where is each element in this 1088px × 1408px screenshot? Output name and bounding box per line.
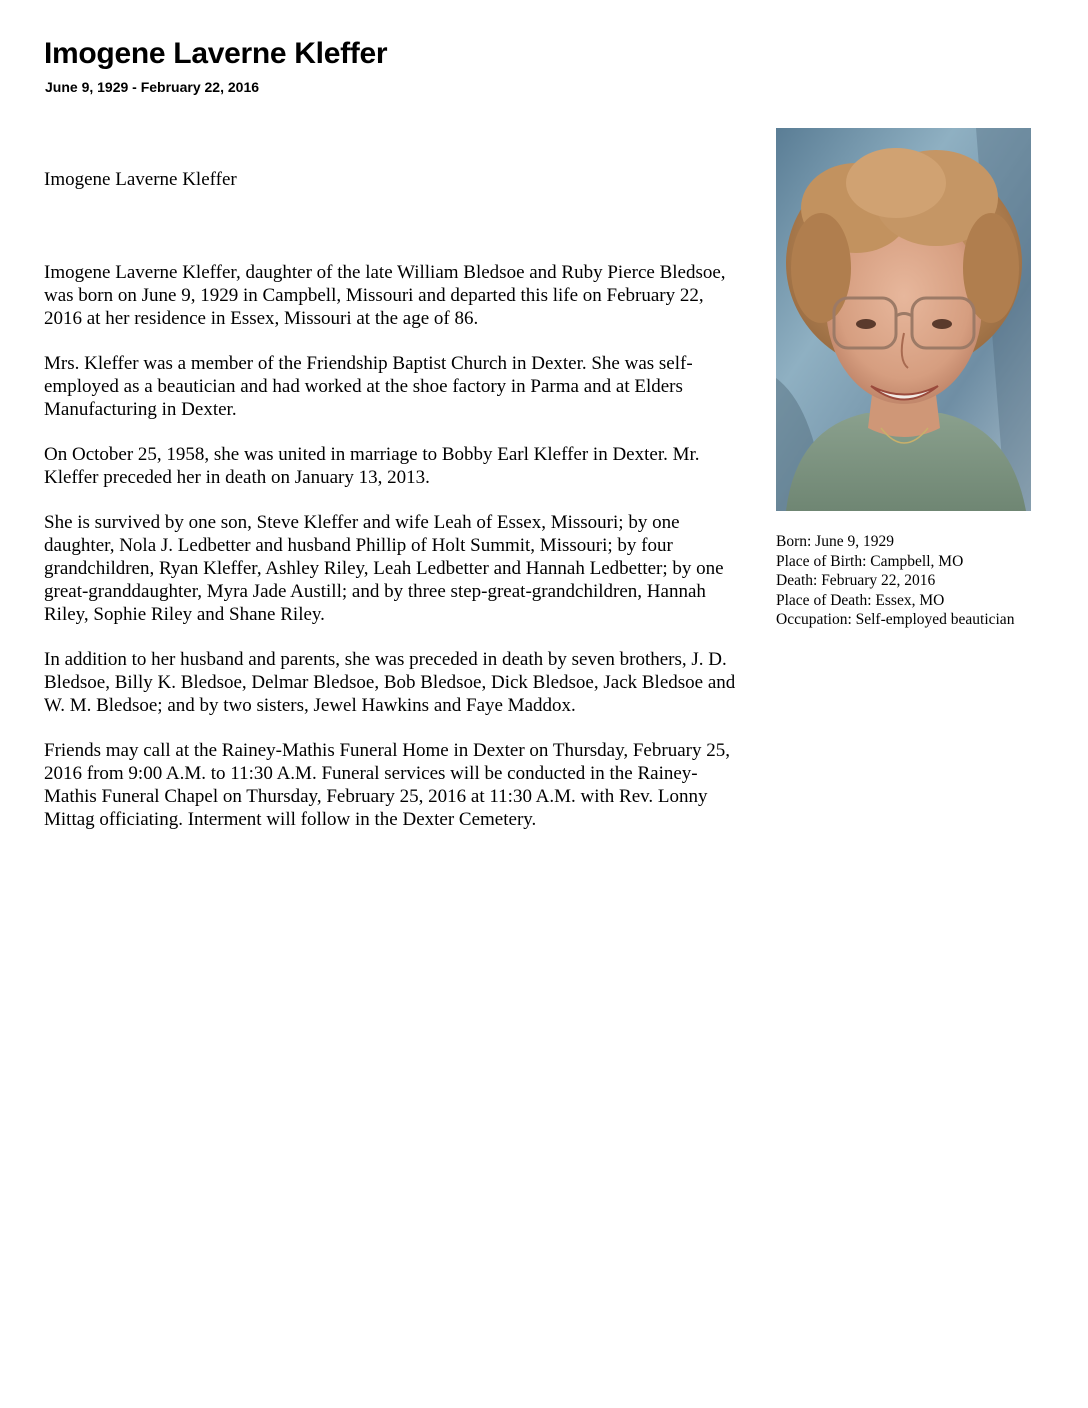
vital-facts: [776, 532, 1031, 630]
obituary-body: [44, 168, 744, 853]
fact-place-of-birth: Place of Birth: Campbell, MO: [776, 552, 964, 570]
obituary-paragraph: On October 25, 1958, she was united in marriage to Bobby Earl Kleffer in Dexter. Mr. Kleffer preceded her in death on January 13, 2013.: [44, 444, 700, 488]
fact-born: Born: June 9, 1929: [776, 533, 894, 550]
obituary-paragraph: Mrs. Kleffer was a member of the Friendship Baptist Church in Dexter. She was self-employed as a beautician and had worked at the shoe factory in Parma and at Elders Manufacturing in Dexter.: [44, 353, 693, 420]
life-dates: June 9, 1929 - February 22, 2016: [45, 79, 260, 95]
fact-occupation: Occupation: Self-employed beautician: [776, 611, 1015, 628]
obituary-paragraph: Friends may call at the Rainey-Mathis Funeral Home in Dexter on Thursday, February 25, 2016 from 9:00 A.M. to 11:30 A.M. Funeral services will be conducted in the Rainey-Mathis Funeral Chapel on Thursday, February 25, 2016 at 11:30 A.M. with Rev. Lonny Mittag officiating. Interment will follow in the Dexter Cemetery.: [44, 740, 730, 830]
obituary-paragraph: She is survived by one son, Steve Kleffer and wife Leah of Essex, Missouri; by one daughter, Nola J. Ledbetter and husband Phillip of Holt Summit, Missouri; by four grandchildren, Ryan Kleffer, Ashley Riley, Leah Ledbetter and Hannah Ledbetter; by one great-granddaughter, Myra Jade Austill; and by three step-great-grandchildren, Hannah Riley, Sophie Riley and Shane Riley.: [44, 512, 724, 625]
obituary-paragraph: In addition to her husband and parents, she was preceded in death by seven brothers, J. D. Bledsoe, Billy K. Bledsoe, Delmar Bledsoe, Bob Bledsoe, Dick Bledsoe, Jack Bledsoe and W. M. Bledsoe; and by two sisters, Jewel Hawkins and Faye Maddox.: [44, 649, 736, 716]
fact-place-of-death: Place of Death: Essex, MO: [776, 591, 945, 609]
obituary-paragraph: Imogene Laverne Kleffer, daughter of the late William Bledsoe and Ruby Pierce Bledsoe, was born on June 9, 1929 in Campbell, Missouri and departed this life on February 22, 2016 at her residence in Essex, Missouri at the age of 86.: [44, 262, 726, 329]
portrait-photo: [776, 128, 1031, 511]
obituary-subname: Imogene Laverne Kleffer: [44, 169, 237, 190]
fact-death: Death: February 22, 2016: [776, 572, 936, 589]
obituary-title: Imogene Laverne Kleffer: [44, 37, 388, 70]
